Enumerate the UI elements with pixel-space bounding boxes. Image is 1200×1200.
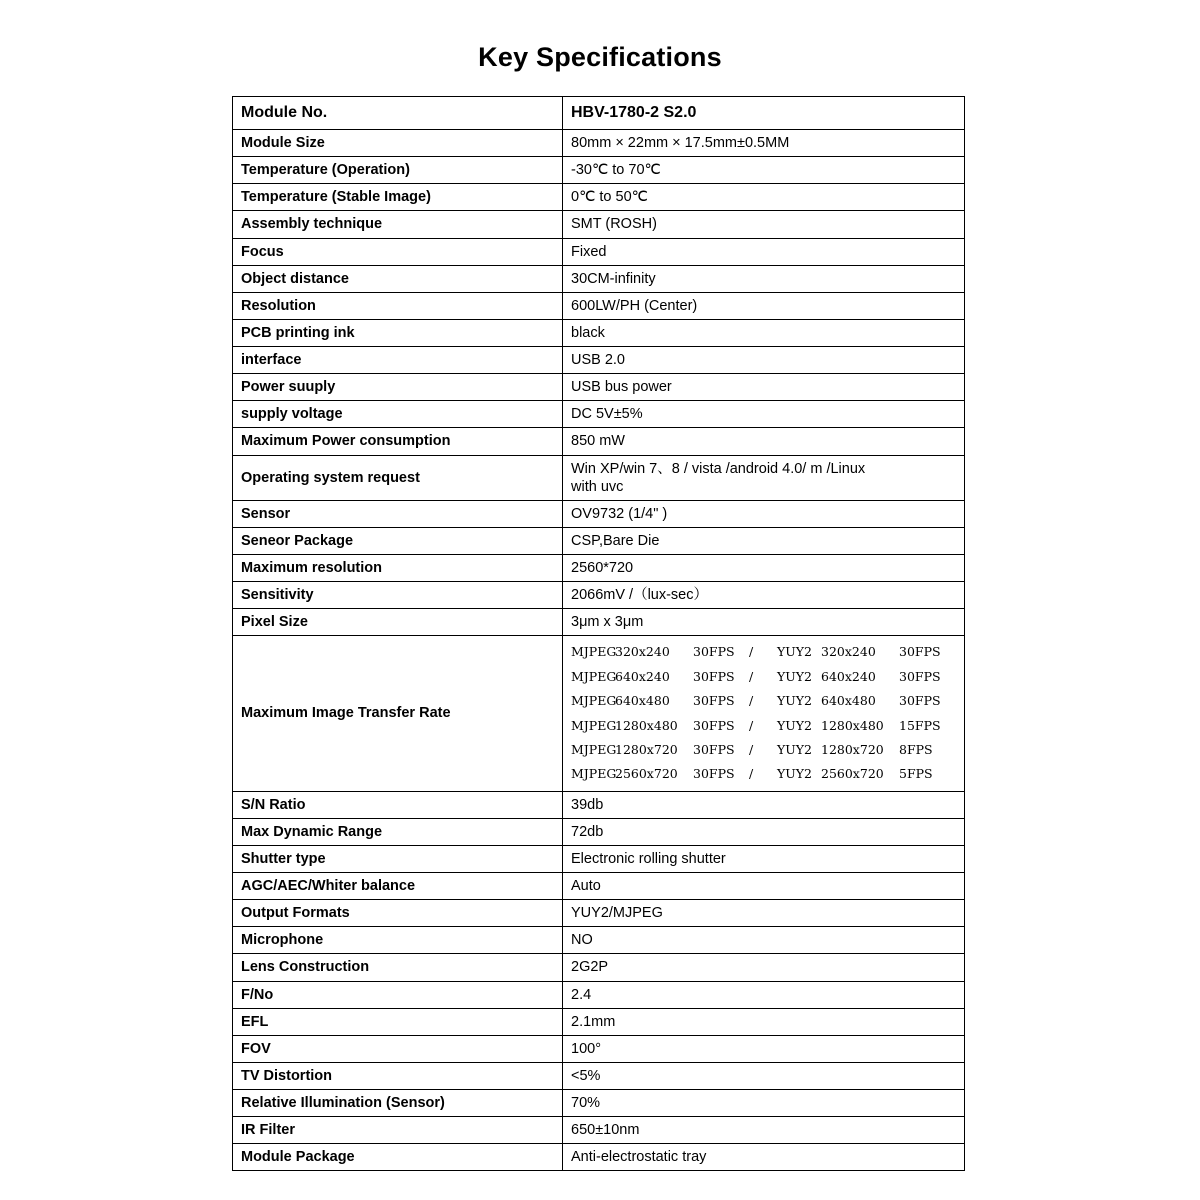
table-row — [233, 818, 965, 845]
table-row-operating-system — [233, 455, 965, 500]
table-row — [233, 184, 965, 211]
row-label: Shutter type — [233, 845, 563, 872]
transfer-rate-list — [563, 636, 965, 791]
table-row — [233, 1035, 965, 1062]
row-label: Maximum Image Transfer Rate — [233, 636, 563, 791]
resolution-label: 320x240 — [821, 644, 876, 660]
format-label: YUY2 — [777, 693, 812, 709]
transfer-rate-row — [571, 665, 964, 689]
row-label: Max Dynamic Range — [233, 818, 563, 845]
row-value: 650±10nm — [563, 1117, 965, 1144]
transfer-rate-left — [571, 738, 749, 762]
table-row — [233, 1144, 965, 1171]
row-value: Auto — [563, 873, 965, 900]
row-label: Power suuply — [233, 374, 563, 401]
row-value: Anti-electrostatic tray — [563, 1144, 965, 1171]
transfer-rate-right — [777, 738, 964, 762]
transfer-rate-left — [571, 665, 749, 689]
resolution-label: 2560x720 — [615, 766, 678, 782]
format-label: YUY2 — [777, 644, 812, 660]
transfer-rate-left — [571, 689, 749, 713]
separator: / — [749, 766, 754, 782]
row-label: Maximum Power consumption — [233, 428, 563, 455]
format-label: MJPEG — [571, 693, 617, 709]
row-value: OV9732 (1/4" ) — [563, 500, 965, 527]
transfer-rate-right — [777, 640, 964, 664]
separator: / — [749, 668, 754, 684]
row-label: F/No — [233, 981, 563, 1008]
table-row — [233, 1090, 965, 1117]
transfer-rate-left — [571, 714, 749, 738]
row-label: Temperature (Operation) — [233, 157, 563, 184]
row-value — [563, 455, 965, 500]
fps-label: 30FPS — [899, 644, 941, 660]
row-value: USB 2.0 — [563, 347, 965, 374]
format-label: YUY2 — [777, 668, 812, 684]
resolution-label: 1280x480 — [615, 717, 678, 733]
table-row — [233, 428, 965, 455]
fps-label: 30FPS — [693, 644, 735, 660]
table-row — [233, 347, 965, 374]
row-value: -30℃ to 70℃ — [563, 157, 965, 184]
row-value: CSP,Bare Die — [563, 527, 965, 554]
table-row — [233, 292, 965, 319]
fps-label: 30FPS — [899, 668, 941, 684]
table-row — [233, 374, 965, 401]
row-value: 3μm x 3μm — [563, 609, 965, 636]
row-label: TV Distortion — [233, 1062, 563, 1089]
transfer-rate-row — [571, 689, 964, 713]
row-value: SMT (ROSH) — [563, 211, 965, 238]
transfer-rate-left — [571, 762, 749, 786]
fps-label: 30FPS — [693, 693, 735, 709]
row-value: YUY2/MJPEG — [563, 900, 965, 927]
fps-label: 15FPS — [899, 717, 941, 733]
row-label: Focus — [233, 238, 563, 265]
format-label: YUY2 — [777, 766, 812, 782]
table-row — [233, 1008, 965, 1035]
format-label: YUY2 — [777, 717, 812, 733]
fps-label: 30FPS — [693, 668, 735, 684]
table-row — [233, 527, 965, 554]
separator: / — [749, 644, 754, 660]
resolution-label: 640x240 — [615, 668, 670, 684]
transfer-rate-row — [571, 714, 964, 738]
row-value: 2.1mm — [563, 1008, 965, 1035]
resolution-label: 640x480 — [821, 693, 876, 709]
table-row — [233, 954, 965, 981]
separator: / — [749, 741, 754, 757]
row-label: Module No. — [233, 97, 563, 130]
row-label: Sensitivity — [233, 582, 563, 609]
specifications-table-body — [233, 97, 965, 1171]
format-label: MJPEG — [571, 766, 617, 782]
transfer-rate-row — [571, 738, 964, 762]
row-label: S/N Ratio — [233, 791, 563, 818]
separator: / — [749, 717, 754, 733]
table-row — [233, 845, 965, 872]
row-value: 850 mW — [563, 428, 965, 455]
row-label: AGC/AEC/Whiter balance — [233, 873, 563, 900]
table-row — [233, 555, 965, 582]
transfer-rate-row — [571, 640, 964, 664]
resolution-label: 640x480 — [615, 693, 670, 709]
row-value: 2066mV /（lux-sec） — [563, 582, 965, 609]
row-label: Lens Construction — [233, 954, 563, 981]
os-line-2: with uvc — [571, 478, 624, 495]
fps-label: 30FPS — [693, 717, 735, 733]
table-row — [233, 238, 965, 265]
row-value: NO — [563, 927, 965, 954]
resolution-label: 1280x480 — [821, 717, 884, 733]
row-value: 2.4 — [563, 981, 965, 1008]
table-row — [233, 1062, 965, 1089]
transfer-rate-right — [777, 665, 964, 689]
fps-label: 5FPS — [899, 766, 933, 782]
format-label: MJPEG — [571, 668, 617, 684]
row-label: Pixel Size — [233, 609, 563, 636]
resolution-label: 1280x720 — [615, 741, 678, 757]
table-row — [233, 1117, 965, 1144]
row-label: interface — [233, 347, 563, 374]
fps-label: 30FPS — [693, 766, 735, 782]
table-row — [233, 609, 965, 636]
row-label: Operating system request — [233, 455, 563, 500]
specifications-table-container — [232, 96, 964, 1171]
table-row — [233, 791, 965, 818]
table-row — [233, 319, 965, 346]
row-label: Microphone — [233, 927, 563, 954]
row-value: 0℃ to 50℃ — [563, 184, 965, 211]
resolution-label: 640x240 — [821, 668, 876, 684]
row-value: 39db — [563, 791, 965, 818]
row-value: 600LW/PH (Center) — [563, 292, 965, 319]
row-label: supply voltage — [233, 401, 563, 428]
table-row — [233, 265, 965, 292]
resolution-label: 320x240 — [615, 644, 670, 660]
fps-label: 30FPS — [693, 741, 735, 757]
os-line-1: Win XP/win 7、8 / vista /android 4.0/ m /Linux — [571, 460, 866, 477]
table-row — [233, 981, 965, 1008]
row-value: 100° — [563, 1035, 965, 1062]
row-value: 2560*720 — [563, 555, 965, 582]
transfer-rate-row — [571, 762, 964, 786]
row-label: PCB printing ink — [233, 319, 563, 346]
row-value: Electronic rolling shutter — [563, 845, 965, 872]
row-label: Sensor — [233, 500, 563, 527]
table-row-transfer-rate — [233, 636, 965, 791]
row-label: Resolution — [233, 292, 563, 319]
format-label: MJPEG — [571, 644, 617, 660]
table-row-module-no — [233, 97, 965, 130]
resolution-label: 1280x720 — [821, 741, 884, 757]
row-value: <5% — [563, 1062, 965, 1089]
separator: / — [749, 693, 754, 709]
row-label: Temperature (Stable Image) — [233, 184, 563, 211]
row-value: 2G2P — [563, 954, 965, 981]
row-label: IR Filter — [233, 1117, 563, 1144]
row-value: HBV-1780-2 S2.0 — [563, 97, 965, 130]
table-row — [233, 582, 965, 609]
row-label: Module Package — [233, 1144, 563, 1171]
row-value: USB bus power — [563, 374, 965, 401]
format-label: MJPEG — [571, 717, 617, 733]
row-label: FOV — [233, 1035, 563, 1062]
row-label: Seneor Package — [233, 527, 563, 554]
row-label: Assembly technique — [233, 211, 563, 238]
row-value: Fixed — [563, 238, 965, 265]
transfer-rate-right — [777, 689, 964, 713]
table-row — [233, 401, 965, 428]
row-value: black — [563, 319, 965, 346]
row-label: Output Formats — [233, 900, 563, 927]
table-row — [233, 157, 965, 184]
specifications-table — [232, 96, 965, 1171]
table-row — [233, 130, 965, 157]
row-value: 70% — [563, 1090, 965, 1117]
table-row — [233, 900, 965, 927]
row-value: 72db — [563, 818, 965, 845]
table-row — [233, 500, 965, 527]
format-label: MJPEG — [571, 741, 617, 757]
resolution-label: 2560x720 — [821, 766, 884, 782]
transfer-rate-right — [777, 714, 964, 738]
row-label: Module Size — [233, 130, 563, 157]
row-value: 80mm × 22mm × 17.5mm±0.5MM — [563, 130, 965, 157]
row-label: EFL — [233, 1008, 563, 1035]
transfer-rate-left — [571, 640, 749, 664]
row-label: Relative Illumination (Sensor) — [233, 1090, 563, 1117]
row-value: 30CM-infinity — [563, 265, 965, 292]
page-title: Key Specifications — [478, 42, 722, 72]
row-label: Object distance — [233, 265, 563, 292]
table-row — [233, 927, 965, 954]
table-row — [233, 873, 965, 900]
table-row — [233, 211, 965, 238]
transfer-rate-right — [777, 762, 964, 786]
fps-label: 8FPS — [899, 741, 933, 757]
format-label: YUY2 — [777, 741, 812, 757]
row-value: DC 5V±5% — [563, 401, 965, 428]
fps-label: 30FPS — [899, 693, 941, 709]
row-label: Maximum resolution — [233, 555, 563, 582]
